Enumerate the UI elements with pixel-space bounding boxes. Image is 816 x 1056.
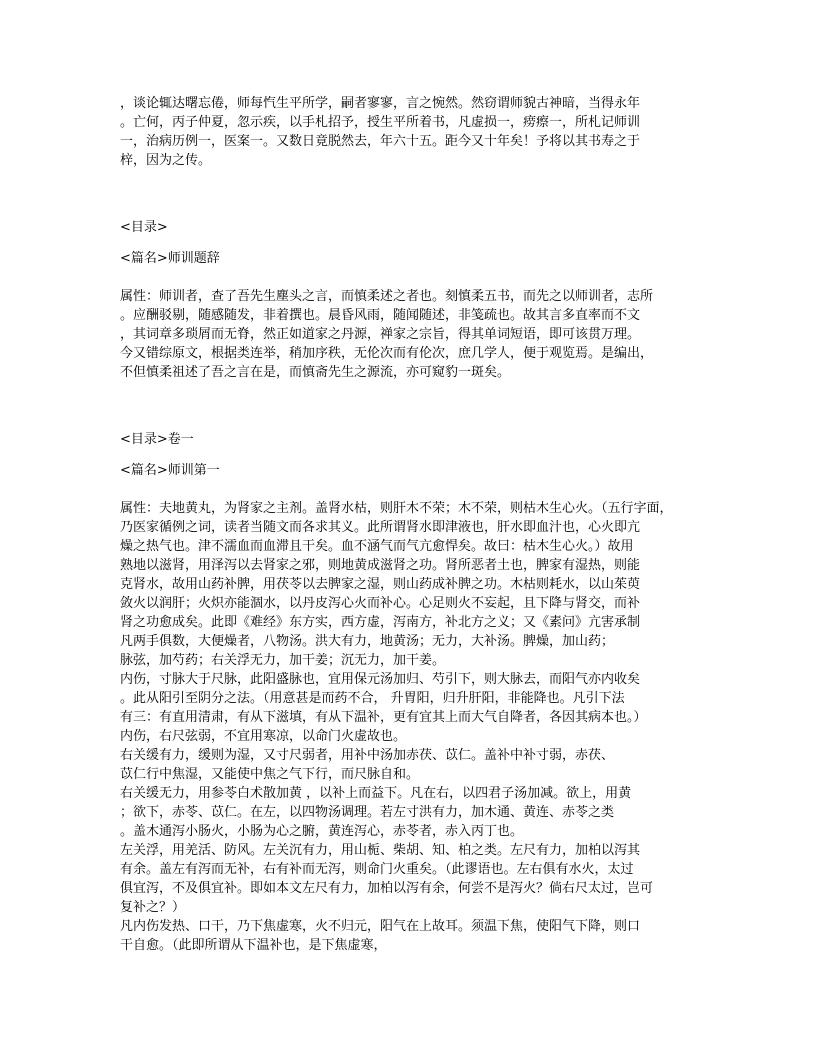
toc-heading: <目录>	[120, 220, 168, 235]
body-paragraph: 内伤，寸脉大于尺脉，此阳盛脉也，宜用保元汤加归、芍引下，则大脉去，而阳气亦内收矣 。此从阳引至阴分之法。（用意甚是而药不合， 升胃阳，归升肝阳，非能降也。凡引下法 有三：有直用清肃，有从下滋填，有从下温补，更有宜其上而大气自降者，各因其病本也。）	[120, 672, 647, 725]
spacer	[120, 480, 696, 499]
body-paragraph: 内伤，右尺弦弱，不宜用寒凉，以命门火虚故也。	[120, 729, 407, 744]
spacer	[120, 268, 696, 287]
spacer	[120, 237, 696, 249]
spacer	[120, 382, 696, 430]
chapter-title: <篇名>师训题辞	[120, 251, 220, 266]
body-paragraph: 右关缓有力，缓则为湿，又寸尺弱者，用补中汤加赤茯、苡仁。盖补中补寸弱，赤茯、 苡仁行中焦湿，又能使中焦之气下行，而尺脉自和。	[120, 748, 615, 782]
body-paragraph: 属性：夫地黄丸，为肾家之主剂。盖肾水枯，则肝木不荣；木不荣，则枯木生心火。（五行字面， 乃医家循例之词，读者当随文而各求其义。此所谓肾水即津液也，肝水即血汁也，心火即亢 燥之热气也。津不濡血而血滞且干矣。血不涵气而气亢愈悍矣。故曰：枯木生心火。）故用 熟地以滋肾，用泽泻以去肾家之邪，则地黄成滋肾之功。肾所恶者土也，脾家有湿热，则能 克肾水，故用山药补脾，用茯苓以去脾家之湿，则山药成补脾之功。木枯则耗水，以山茱萸 敛火以润肝；火炽亦能涸水，以丹皮泻心火而补心。心足则火不妄起，且下降与肾交，而补 肾之功愈成矣。此即《难经》东方实，西方虚，泻南方，补北方之义；又《素问》亢害承制 凡两手俱数，大便燥者，八物汤。洪大有力，地黄汤；无力，大补汤。脾燥，加山药； 脉弦，加芍药；右关浮无力，加干姜；沉无力，加干姜。	[120, 501, 673, 668]
document-page	[120, 94, 696, 955]
toc-heading: <目录>卷一	[120, 432, 194, 447]
body-paragraph: 右关缓无力，用参苓白术散加黄 ，以补上而益下。凡在右，以四君子汤加减。欲上，用黄 ；欲下，赤苓、苡仁。在左，以四物汤调理。若左寸洪有力，加木通、黄连、赤苓之类 。盖木通泻小肠火，小肠为心之腑，黄连泻心，赤苓者，赤入丙丁也。	[120, 786, 632, 839]
spacer	[120, 170, 696, 218]
body-paragraph: 凡内伤发热、口干，乃下焦虚寒，火不归元，阳气在上故耳。须温下焦，使阳气下降，则口 干自愈。（此即所谓从下温补也，是下焦虚寒，	[120, 919, 641, 953]
intro-paragraph: ，谈论辄达曙忘倦，师每忾生平所学，嗣者寥寥，言之惋然。然窃谓师貌古神暗，当得永年 。亡何，丙子仲夏，忽示疾，以手札招予，授生平所着书，凡虚损一，痨瘵一，所札记师训 一，治病历例一，医案一。又数日竟脱然去，年六十五。距今又十年矣！予将以其书寿之于 梓，因为之传。	[120, 96, 641, 168]
body-paragraph: 左关浮，用羌活、防风。左关沉有力，用山栀、柴胡、知、柏之类。左尺有力，加柏以泻其 有余。盖左有泻而无补，右有补而无泻，则命门火重矣。（此谬语也。左右俱有水火，太过 俱宜泻，不及俱宜补。即如本文左尺有力，加柏以泻有余，何尝不是泻火？倘右尺太过，岂可 复补之？）	[120, 843, 654, 915]
chapter-title: <篇名>师训第一	[120, 463, 220, 478]
spacer	[120, 449, 696, 461]
section-body: 属性：师训者，查了吾先生塵头之言，而慎柔述之者也。刻慎柔五书，而先之以师训者，志所 。应酬驳剔，随感随发，非着撰也。晨昏风雨，随闻随述，非笺疏也。故其言多直率而不文 ，其词章多琐屑而无脊，然正如道家之丹源，禅家之宗旨，得其单词短语，即可该贯万理。 今又错综原文，根据类连举，稍加序秩，无伦次而有伦次，庶几学人，便于观览焉。是编出， 不但慎柔祖述了吾之言在是，而慎斋先生之源流，亦可窥豹一斑矣。	[120, 289, 654, 380]
